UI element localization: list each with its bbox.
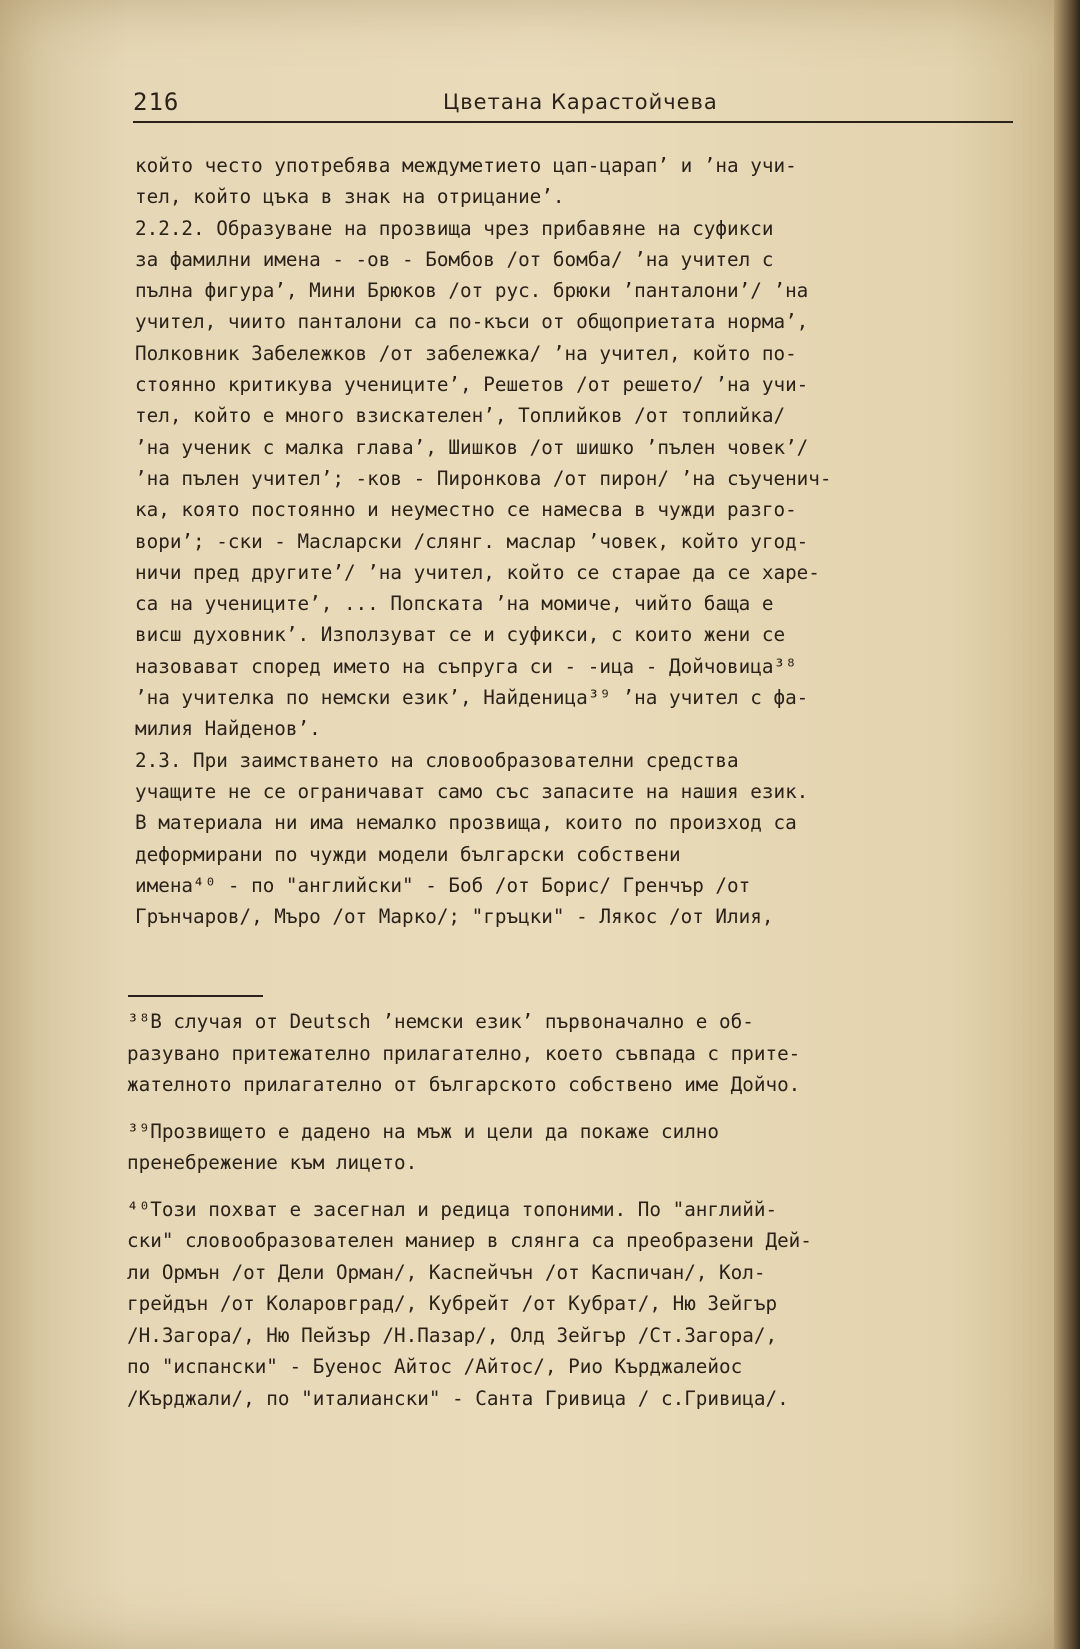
text-line: Грънчаров/, Мъро /от Марко/; "гръцки" - Лякос /от Илия, (135, 905, 774, 929)
text-line: имена⁴⁰ - по "английски" - Боб /от Борис/ Гренчър /от (135, 873, 751, 897)
text-line: стоянно критикува учениците’, Решетов /от решето/ ’на учи- (135, 373, 809, 397)
footnote-line: жателното прилагателно от българското собствено име Дойчо. (127, 1073, 801, 1096)
footnote-rule (128, 995, 263, 997)
text-line: назовават според името на съпруга си - -ица - Дойчовица³⁸ (135, 654, 797, 678)
footnotes (127, 1006, 1015, 1429)
book-spine-shadow (1054, 0, 1080, 1649)
footnote-line: ³⁹Прозвището е дадено на мъж и цели да покаже силно (127, 1119, 720, 1143)
text-line: висш духовник’. Използуват се и суфикси, с които жени се (135, 623, 786, 647)
footnote-line: пренебрежение към лицето. (127, 1151, 418, 1174)
header-rule (133, 121, 1013, 123)
text-line: за фамилни имена - -ов - Бомбов /от бомба/ ’на учител с (135, 247, 774, 271)
footnote-line: по "испански" - Буенос Айтос /Айтос/, Рио Кърджалейос (127, 1355, 743, 1378)
footnote-line: ³⁸В случая от Deutsch ’немски език’ първоначално е об- (127, 1010, 754, 1033)
footnote-line: грейдън /от Коларовград/, Кубрейт /от Кубрат/, Ню Зейгър (127, 1292, 778, 1315)
footnote-line: разувано притежателно прилагателно, което съвпада с прите- (127, 1041, 801, 1065)
text-line: ’на пълен учител’; -ков - Пиронкова /от пирон/ ’на съученич- (135, 466, 832, 490)
text-line: Полковник Забележков /от забележка/ ’на учител, който по- (135, 341, 797, 365)
text-line: 2.3. При заимстването на словообразователни средства (135, 748, 739, 772)
footnote-40 (127, 1194, 1015, 1415)
text-line: ка, която постоянно и неуместно се намесва в чужди разго- (135, 498, 797, 522)
text-line: пълна фигура’, Мини Брюков /от рус. брюки ’панталони’/ ’на (135, 279, 809, 303)
text-line: тел, който е много взискателен’, Топлийков /от топлийка/ (135, 404, 786, 428)
text-line: 2.2.2. Образуване на прозвища чрез прибавяне на суфикси (135, 216, 774, 240)
footnote-line: ли Ормън /от Дели Орман/, Каспейчън /от Каспичан/, Кол- (127, 1260, 766, 1284)
main-text (135, 150, 1015, 932)
footnote-line: /Н.Загора/, Ню Пейзър /Н.Пазар/, Олд Зейгър /Ст.Загора/, (127, 1323, 778, 1347)
page-header (133, 86, 1013, 126)
footnote-line: ски" словообразователен маниер в слянга са преобразени Дей- (127, 1229, 812, 1252)
footnote-39 (127, 1116, 1015, 1179)
text-line: тел, който цъка в знак на отрицание’. (135, 185, 565, 209)
text-line: който често употребява междуметието цап-царап’ и ’на учи- (135, 154, 797, 177)
footnote-line: /Кърджали/, по "италиански" - Санта Гривица / с.Гривица/. (127, 1386, 789, 1410)
text-line: ’на учителка по немски език’, Найденица³⁹ ’на учител с фа- (135, 686, 809, 710)
text-line: учащите не се ограничават само със запасите на нашия език. (135, 779, 809, 803)
page-number: 216 (133, 88, 180, 116)
footnote-line: ⁴⁰Този похват е засегнал и редица топоними. По "английй- (127, 1197, 778, 1221)
text-line: милия Найденов’. (135, 717, 321, 741)
footnote-38 (127, 1006, 1015, 1101)
running-title: Цветана Карастойчева (443, 90, 718, 114)
text-line: вори’; -ски - Масларски /слянг. маслар ’човек, който угод- (135, 529, 809, 553)
text-line: В материала ни има немалко прозвища, които по произход са (135, 811, 797, 835)
text-line: са на учениците’, ... Попската ’на момиче, чийто баща е (135, 592, 774, 616)
text-line: деформирани по чужди модели български собствени (135, 842, 681, 866)
text-line: учител, чиито панталони са по-къси от общоприетата норма’, (135, 310, 809, 334)
text-line: ’на ученик с малка глава’, Шишков /от шишко ’пълен човек’/ (135, 435, 809, 459)
text-line: ничи пред другите’/ ’на учител, който се старае да се харе- (135, 560, 820, 584)
